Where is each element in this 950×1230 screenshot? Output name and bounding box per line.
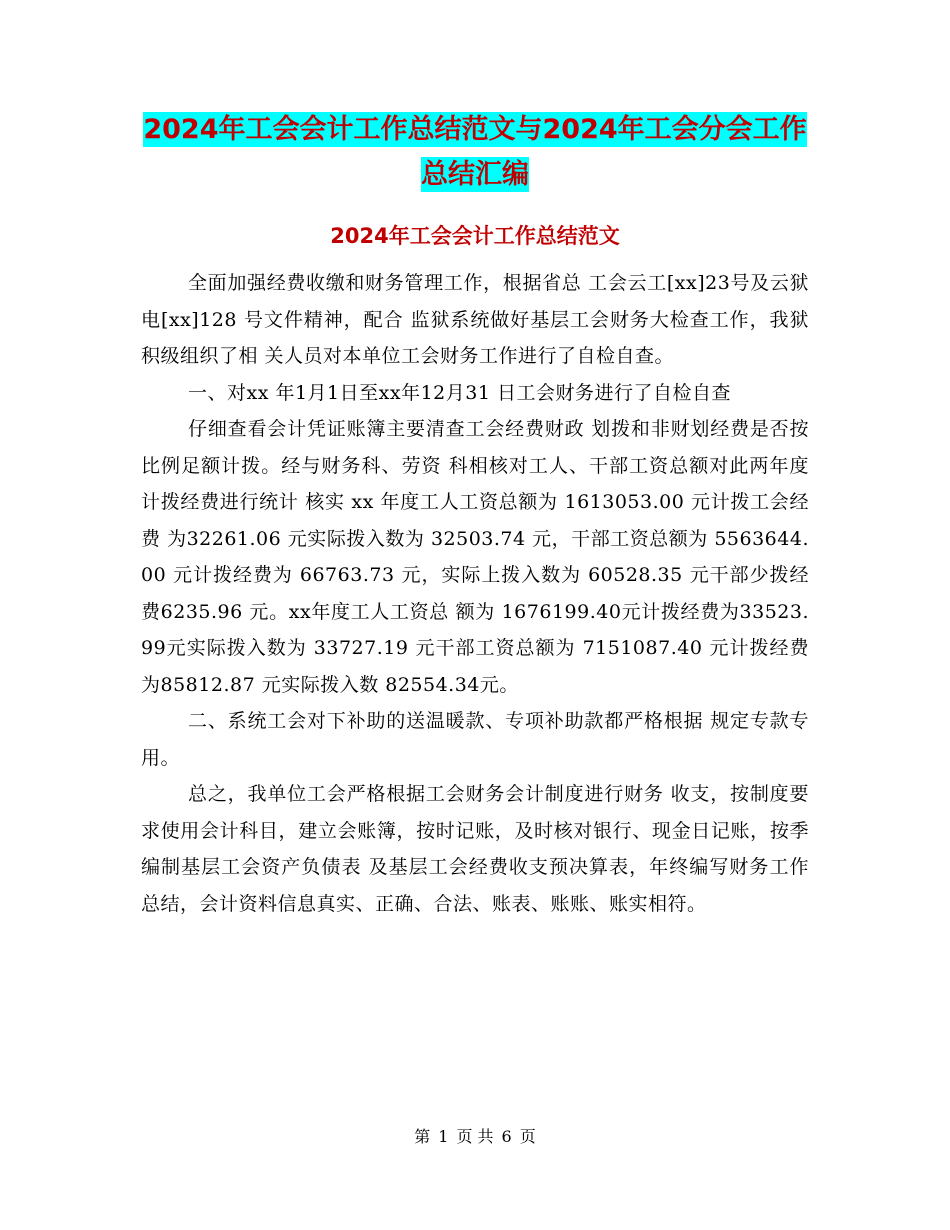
footer-prefix: 第 [414,1127,431,1146]
footer-suffix: 页 [519,1127,536,1146]
paragraph-section-1: 一、对xx 年1月1日至xx年12月31 日工会财务进行了自检自查 [188,381,731,404]
paragraph-intro: 全面加强经费收缴和财务管理工作，根据省总 工会云工[xx]23号及云狱电[xx]128 号文件精神，配合 监狱系统做好基层工会财务大检查工作，我狱积级组织了相 关人员对本单位工会财务工作进行了自检自查。 [141,272,809,367]
paragraph-summary: 总之，我单位工会严格根据工会财务会计制度进行财务 收支，按制度要求使用会计科目，建立会账簿，按时记账，及时核对银行、现金日记账，按季编制基层工会资产负债表 及基层工会经费收支预决算表，年终编写财务工作总结，会计资料信息真实、正确、合法、账表、账账、账实相符。 [141,783,809,915]
footer-current-page: 1 [438,1127,449,1146]
document-title-line-2 [0,158,950,192]
section-title: 2024年工会会计工作总结范文 [330,224,620,248]
footer-total-pages: 6 [501,1127,512,1146]
document-title-text-1: 2024年工会会计工作总结范文与2024年工会分会工作 [143,114,807,145]
page-footer [0,1126,950,1148]
document-body [141,265,809,922]
document-title-line-1 [0,113,950,147]
document-title-text-2: 总结汇编 [421,159,529,190]
footer-middle: 页 共 [456,1127,494,1146]
paragraph-section-2: 二、系统工会对下补助的送温暖款、专项补助款都严格根据 规定专款专用。 [141,710,809,769]
paragraph-details: 仔细查看会计凭证账簿主要清查工会经费财政 划拨和非财划经费是否按比例足额计拨。经与财务科、劳资 科相核对工人、干部工资总额对此两年度计拨经费进行统计 核实 xx 年度工人工资总额为 1613053.00 元计拨工会经费 为32261.06 元实际拨入数为 32503.74 元，干部工资总额为 5563644.00 元计拨经费为 66763.73 元，实际上拨入数为 60528.35 元干部少拨经费6235.96 元。xx年度工人工资总 额为 1676199.40元计拨经费为33523.99元实际拨入数为 33727.19 元干部工资总额为 7151087.40 元计拨经费为85812.87 元实际拨入数 82554.34元。 [141,418,809,696]
